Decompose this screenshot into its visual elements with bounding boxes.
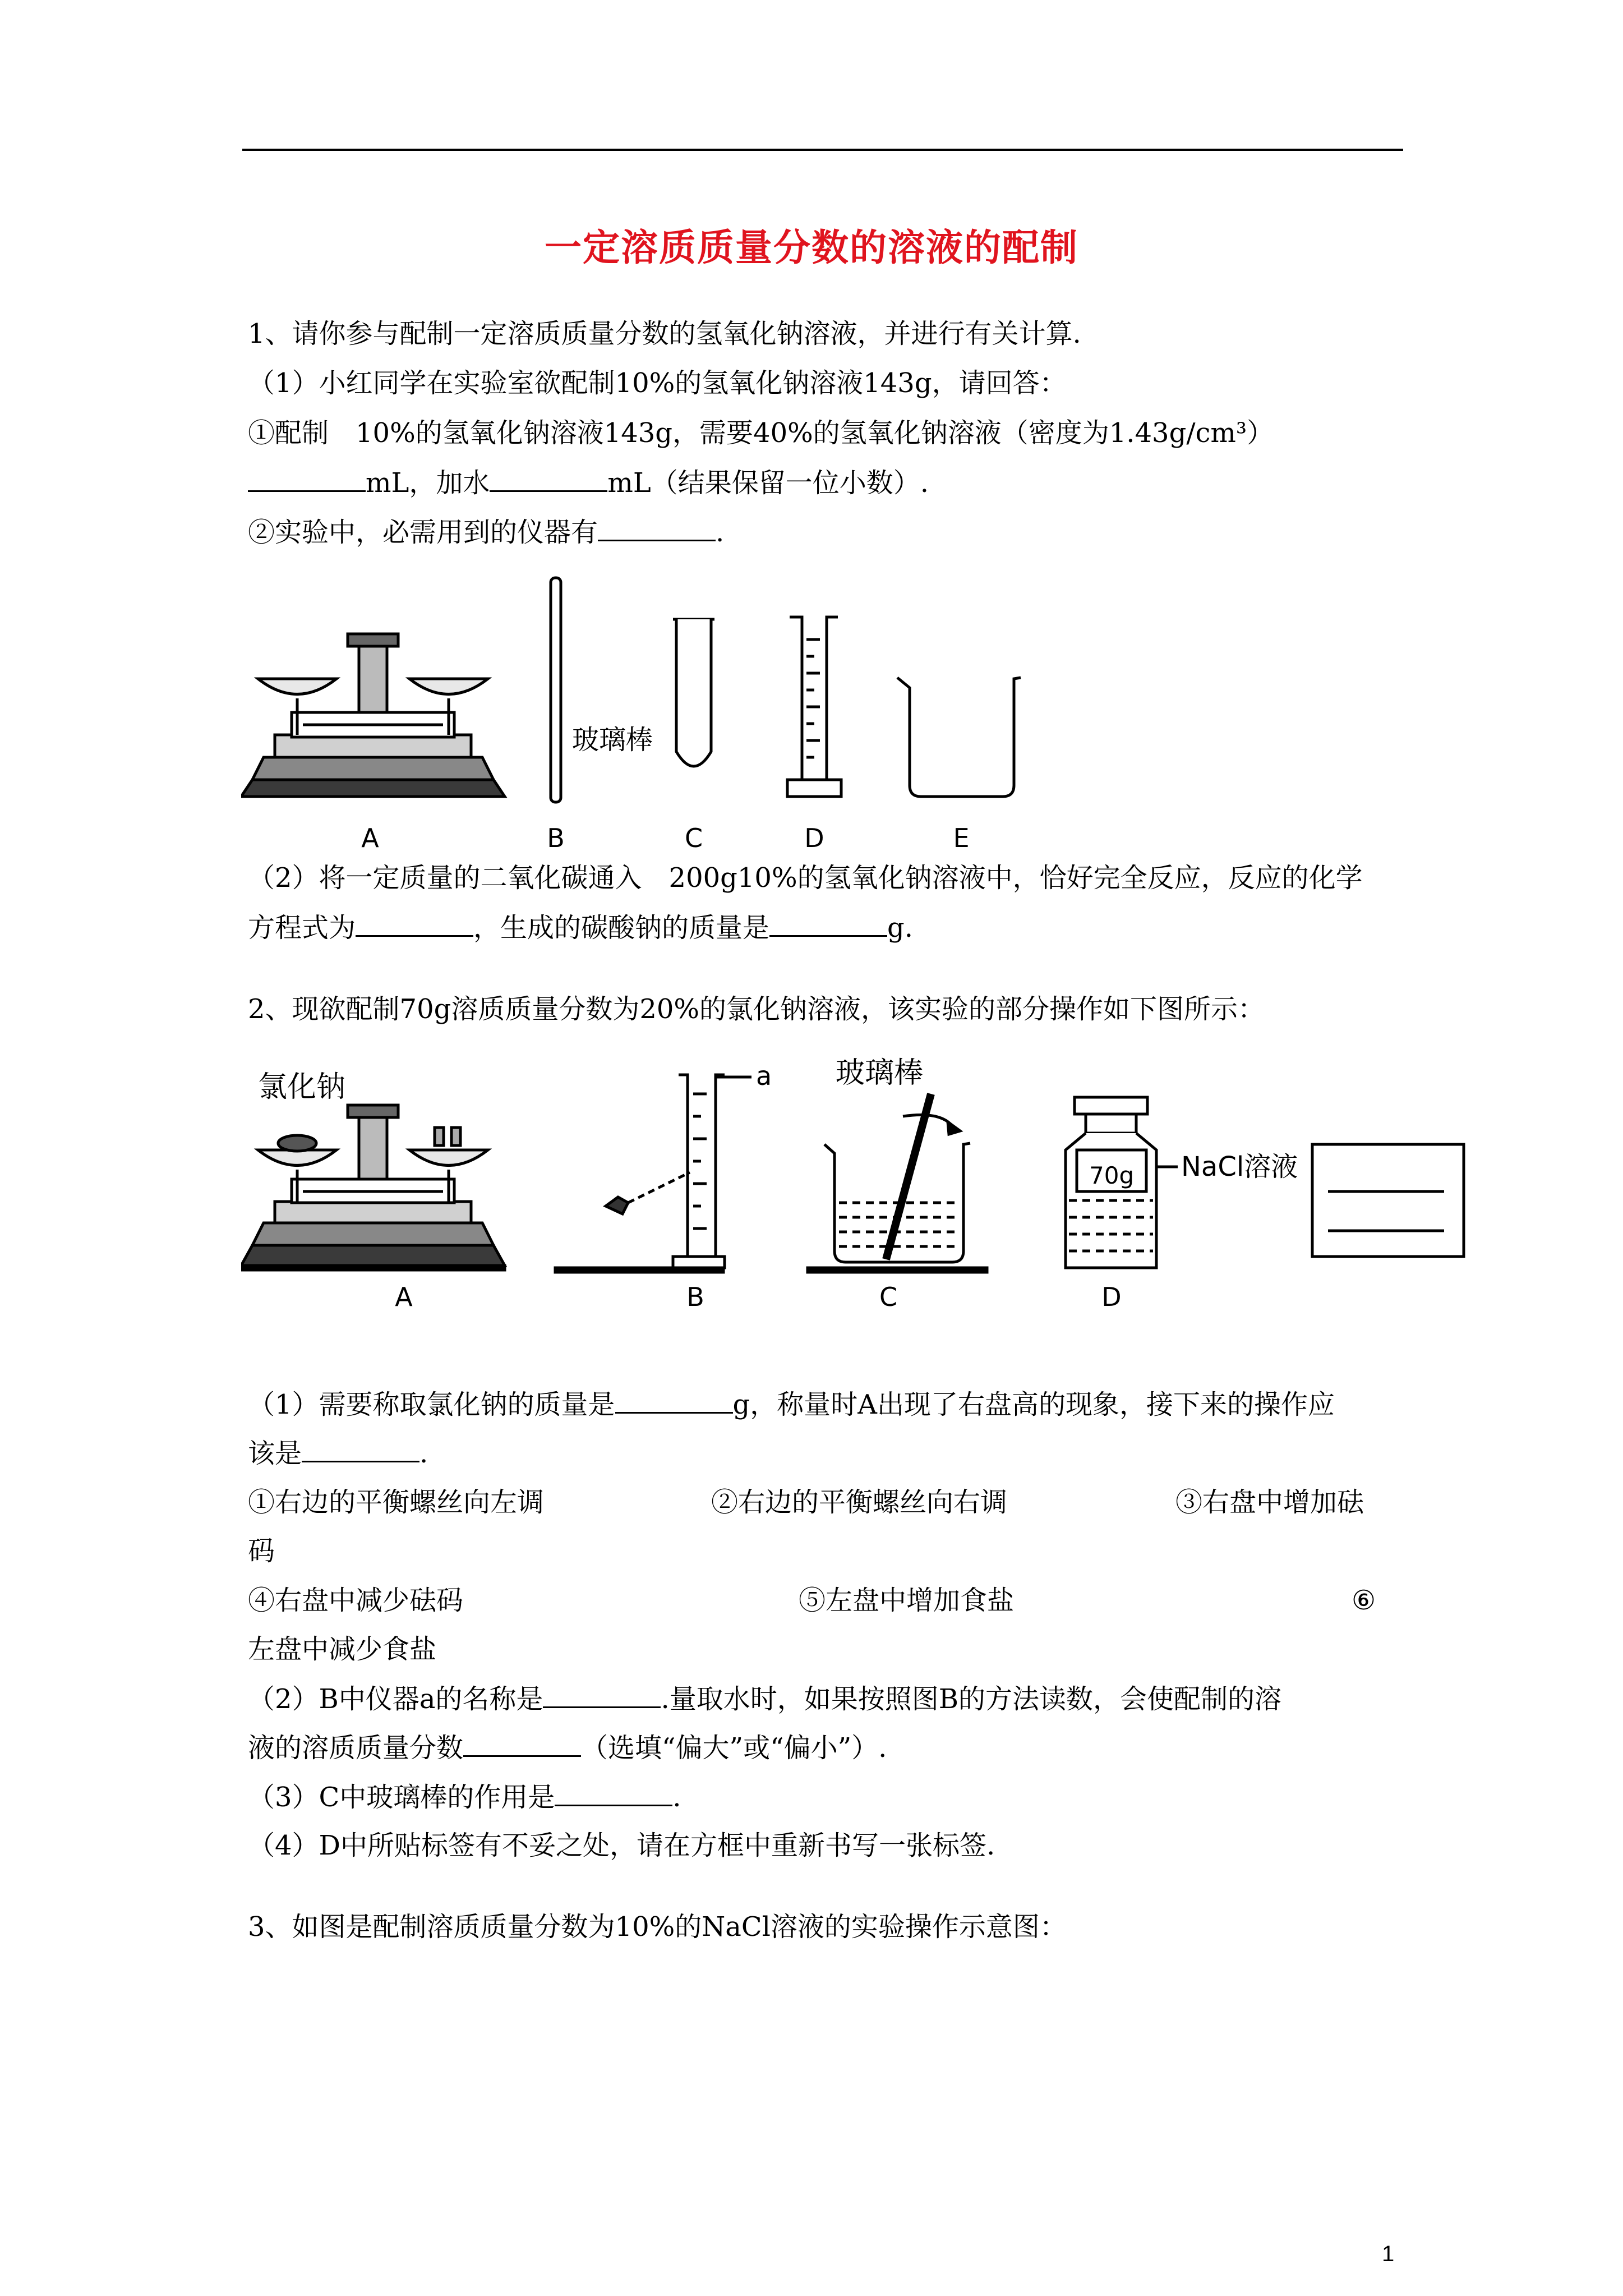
text-span: mL（结果保留一位小数）. (607, 467, 929, 499)
figure-label-C: C (684, 823, 703, 853)
q2-operation-figure (241, 1055, 1486, 1324)
text-span: . (716, 517, 725, 548)
option-6: ⑥ (1352, 1585, 1376, 1616)
text-span: g，称量时A出现了右盘高的现象，接下来的操作应 (732, 1389, 1335, 1420)
text-span: （选填“偏大”或“偏小”）. (581, 1732, 887, 1764)
page-number: 1 (1382, 2242, 1395, 2266)
test-tube-icon (673, 619, 714, 766)
text-span: 液的溶质质量分数 (248, 1732, 464, 1764)
nacl-solution-label: NaCl溶液 (1181, 1151, 1298, 1182)
balance-with-nacl-icon (241, 1070, 505, 1270)
q2-stem: 2、现欲配制70g溶质质量分数为20%的氯化钠溶液，该实验的部分操作如下图所示： (248, 993, 1265, 1025)
text-span: 该是 (248, 1438, 302, 1469)
figure-label-D: D (804, 823, 824, 853)
q1-part2-a: （2）将一定质量的二氧化碳通入 200g10%的氢氧化钠溶液中，恰好完全反应，反应的化学 (248, 862, 1363, 894)
figure-label-E: E (953, 823, 970, 853)
answer-blank[interactable] (490, 466, 607, 492)
page-title: 一定溶质质量分数的溶液的配制 (545, 226, 1078, 269)
figure-label-A: A (361, 823, 379, 853)
text-span: g. (887, 912, 914, 944)
option-3-cont: 码 (248, 1535, 275, 1567)
text-span: .量取水时，如果按照图B的方法读数，会使配制的溶 (661, 1683, 1281, 1715)
answer-blank[interactable] (598, 515, 716, 541)
answer-blank[interactable] (769, 910, 887, 937)
answer-blank[interactable] (302, 1436, 419, 1462)
header-rule (242, 149, 1403, 151)
text-span: （2）B中仪器a的名称是 (248, 1683, 543, 1715)
text-span: . (419, 1438, 428, 1469)
q2-sub2-a (248, 1682, 1281, 1716)
q1-instrument-figure (241, 572, 1054, 853)
q1-part2-b (248, 910, 913, 945)
bottle-label-mass: 70g (1089, 1162, 1135, 1189)
balance-scale-icon (241, 634, 505, 797)
option-5: ⑤左盘中增加食盐 (799, 1585, 1015, 1616)
text-span: （3）C中玻璃棒的作用是 (248, 1782, 555, 1813)
beaker-icon (897, 678, 1021, 797)
answer-blank[interactable] (248, 466, 366, 492)
answer-blank[interactable] (356, 910, 473, 937)
q1-part1-b (248, 466, 929, 500)
q2-sub4: （4）D中所贴标签有不妥之处，请在方框中重新书写一张标签. (248, 1830, 995, 1861)
reagent-bottle-icon (1066, 1097, 1464, 1268)
measuring-cylinder-icon (787, 617, 841, 797)
glass-rod-label: 玻璃棒 (572, 724, 653, 756)
instrument-a-label: a (756, 1061, 772, 1091)
answer-blank[interactable] (463, 1731, 581, 1757)
q1-part1-a: ①配制 10%的氢氧化钠溶液143g，需要40%的氢氧化钠溶液（密度为1.43g/cm³） (248, 417, 1274, 449)
option-4: ④右盘中减少砝码 (248, 1585, 464, 1616)
glass-rod-icon (551, 578, 653, 802)
figure-label-C: C (879, 1282, 898, 1312)
q2-sub1-b (248, 1436, 428, 1470)
text-span: （1）需要称取氯化钠的质量是 (248, 1389, 615, 1420)
figure-label-D: D (1101, 1282, 1122, 1312)
cylinder-reading-icon (555, 1061, 772, 1272)
label-answer-box (1312, 1144, 1464, 1257)
text-span: ，生成的碳酸钠的质量是 (473, 912, 770, 944)
option-1: ①右边的平衡螺丝向左调 (248, 1487, 545, 1518)
answer-blank[interactable] (615, 1387, 733, 1414)
text-span: . (672, 1782, 681, 1813)
q3-stem: 3、如图是配制溶质质量分数为10%的NaCl溶液的实验操作示意图： (248, 1911, 1067, 1943)
glass-rod-label: 玻璃棒 (836, 1056, 924, 1090)
figure-label-B: B (686, 1282, 704, 1312)
q2-sub1-a (248, 1387, 1335, 1421)
text-span: 方程式为 (248, 912, 356, 944)
option-3: ③右盘中增加砝 (1175, 1487, 1364, 1518)
q1-stem: 1、请你参与配制一定溶质质量分数的氢氧化钠溶液，并进行有关计算. (248, 318, 1081, 349)
q1-part1: （1）小红同学在实验室欲配制10%的氢氧化钠溶液143g，请回答： (248, 367, 1067, 399)
nacl-label: 氯化钠 (258, 1070, 346, 1104)
text-span: ②实验中，必需用到的仪器有 (248, 517, 598, 548)
q2-sub2-b (248, 1731, 887, 1765)
figure-label-B: B (547, 823, 565, 853)
answer-blank[interactable] (555, 1780, 672, 1806)
beaker-stirring-icon (808, 1056, 987, 1272)
text-span: mL，加水 (366, 467, 490, 499)
option-6-cont: 左盘中减少食盐 (248, 1634, 437, 1665)
answer-blank[interactable] (543, 1682, 661, 1708)
option-2: ②右边的平衡螺丝向右调 (711, 1487, 1008, 1518)
q2-sub3 (248, 1780, 681, 1814)
q1-part1-c (248, 515, 724, 549)
figure-label-A: A (395, 1282, 413, 1312)
